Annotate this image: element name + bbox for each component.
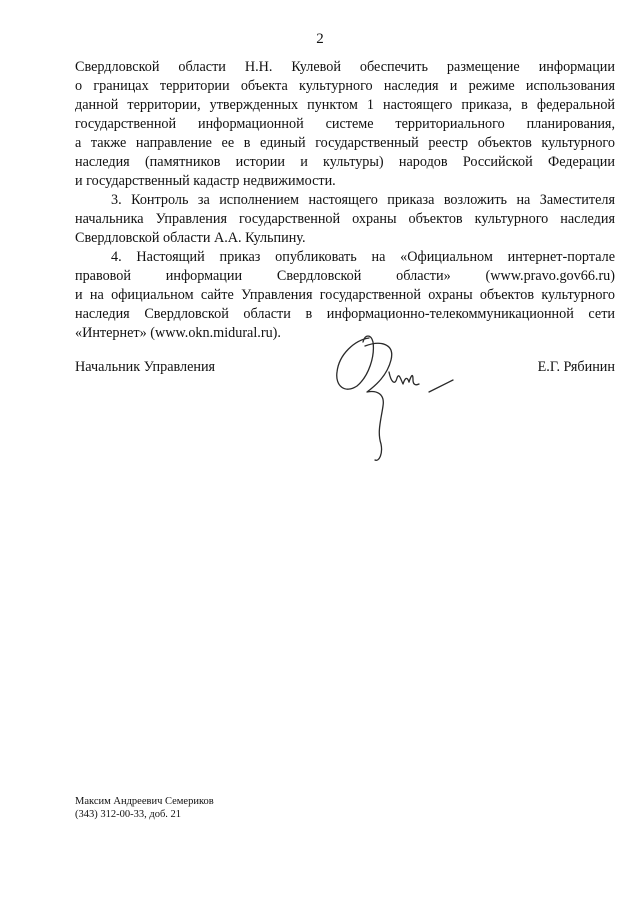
text-line: о границах территории объекта культурного наследия и режиме использования <box>75 78 615 94</box>
text-line: правовой информации Свердловской области» (www.pravo.gov66.ru) <box>75 268 615 284</box>
text-line: и на официальном сайте Управления государственной охраны объектов культурного <box>75 287 615 303</box>
signer-position: Начальник Управления <box>75 359 216 375</box>
document-body <box>75 58 615 343</box>
page-number: 2 <box>316 31 324 47</box>
text-line: данной территории, утвержденных пунктом 1 настоящего приказа, в федеральной <box>75 97 615 113</box>
text-line: наследия (памятников истории и культуры) народов Российской Федерации <box>75 154 615 170</box>
text-line: «Интернет» (www.okn.midural.ru). <box>75 325 281 341</box>
paragraph-item-3 <box>75 191 615 248</box>
text-line: Свердловской области Н.Н. Кулевой обеспечить размещение информации <box>75 59 615 75</box>
text-line: наследия Свердловской области в информационно-телекоммуникационной сети <box>75 306 615 322</box>
text-line: государственной информационной системе территориального планирования, <box>75 116 615 132</box>
paragraph-continuation <box>75 58 615 191</box>
text-line: а также направление ее в единый государственный реестр объектов культурного <box>75 135 615 151</box>
text-line: начальника Управления государственной охраны объектов культурного наследия <box>75 211 615 227</box>
signer-name: Е.Г. Рябинин <box>537 359 615 375</box>
executor-info <box>75 795 214 821</box>
text-line: Свердловской области А.А. Кульпину. <box>75 230 306 246</box>
text-line: 3. Контроль за исполнением настоящего приказа возложить на Заместителя <box>111 192 615 208</box>
executor-name: Максим Андреевич Семериков <box>75 796 214 807</box>
text-line: 4. Настоящий приказ опубликовать на «Официальном интернет-портале <box>111 249 615 265</box>
handwritten-signature <box>325 320 465 465</box>
executor-phone: (343) 312-00-33, доб. 21 <box>75 809 182 820</box>
text-line: и государственный кадастр недвижимости. <box>75 173 336 189</box>
